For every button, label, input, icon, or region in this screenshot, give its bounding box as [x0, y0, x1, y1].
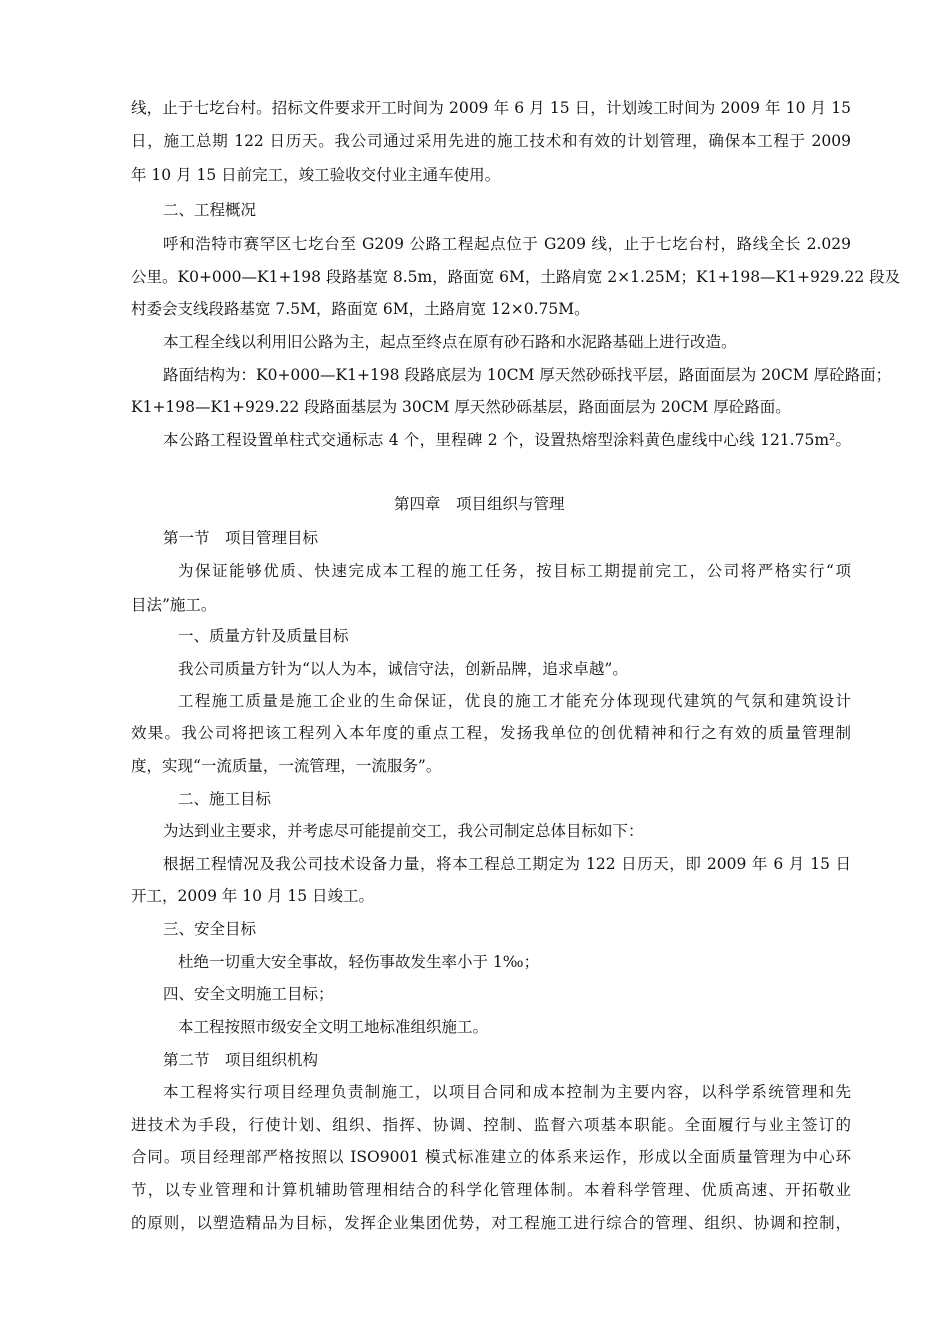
paragraph-line: 公里。K0+000—K1+198 段路基宽 8.5m，路面宽 6M，土路肩宽 2×1.25M；K1+198—K1+929.22 段及 [131, 268, 901, 286]
subsection-heading: 一、质量方针及质量目标 [178, 627, 349, 645]
paragraph-line: 杜绝一切重大安全事故，轻伤事故发生率小于 1‰； [178, 953, 540, 971]
section-heading: 二、工程概况 [163, 201, 257, 219]
paragraph-line: 工程施工质量是施工企业的生命保证，优良的施工才能充分体现现代建筑的气氛和建筑设计 [178, 692, 851, 710]
section-title: 第一节 项目管理目标 [163, 529, 319, 547]
paragraph-line: 为达到业主要求，并考虑尽可能提前交工，我公司制定总体目标如下： [163, 822, 644, 840]
paragraph-line: 节，以专业管理和计算机辅助管理相结合的科学化管理体制。本着科学管理、优质高速、开拓敬业 [131, 1181, 851, 1199]
paragraph-line: 本工程将实行项目经理负责制施工，以项目合同和成本控制为主要内容，以科学系统管理和先 [163, 1083, 851, 1101]
paragraph-line: 村委会支线段路基宽 7.5M，路面宽 6M，土路肩宽 12×0.75M。 [131, 300, 590, 318]
paragraph-line: 目法”施工。 [131, 596, 217, 614]
paragraph-line: 开工，2009 年 10 月 15 日竣工。 [131, 887, 375, 905]
subsection-heading: 四、安全文明施工目标； [163, 985, 334, 1003]
section-title: 第二节 项目组织机构 [163, 1051, 319, 1069]
chapter-title: 第四章 项目组织与管理 [394, 495, 565, 513]
paragraph-line: 根据工程情况及我公司技术设备力量，将本工程总工期定为 122 日历天，即 2009 年 6 月 15 日 [163, 855, 851, 873]
paragraph-line: 进技术为手段，行使计划、组织、指挥、协调、控制、监督六项基本职能。全面履行与业主签订的 [131, 1116, 851, 1134]
subsection-heading: 二、施工目标 [178, 790, 272, 808]
paragraph-line: 效果。我公司将把该工程列入本年度的重点工程，发扬我单位的创优精神和行之有效的质量管理制 [131, 724, 851, 742]
paragraph-line: 合同。项目经理部严格按照以 ISO9001 模式标准建立的体系来运作，形成以全面质量管理为中心环 [131, 1148, 851, 1166]
subsection-heading: 三、安全目标 [163, 920, 257, 938]
paragraph-line: 日，施工总期 122 日历天。我公司通过采用先进的施工技术和有效的计划管理，确保本工程于 2009 [131, 132, 851, 150]
paragraph-line: 本公路工程设置单柱式交通标志 4 个，里程碑 2 个，设置热熔型涂料黄色虚线中心线 121.75m²。 [163, 431, 851, 449]
paragraph-line: 路面结构为：K0+000—K1+198 段路底层为 10CM 厚天然砂砾找平层，路面面层为 20CM 厚砼路面； [163, 366, 892, 384]
paragraph-line: 呼和浩特市赛罕区七圪台至 G209 公路工程起点位于 G209 线，止于七圪台村，路线全长 2.029 [163, 235, 851, 253]
paragraph-line: 度，实现“一流质量，一流管理，一流服务”。 [131, 757, 442, 775]
paragraph-line: 本工程全线以利用旧公路为主，起点至终点在原有砂石路和水泥路基础上进行改造。 [163, 333, 737, 351]
paragraph-line: 我公司质量方针为“以人为本，诚信守法，创新品牌，追求卓越”。 [178, 660, 628, 678]
paragraph-line: 本工程按照市级安全文明工地标准组织施工。 [178, 1018, 489, 1036]
paragraph-line: 的原则，以塑造精品为目标，发挥企业集团优势，对工程施工进行综合的管理、组织、协调和控制， [131, 1214, 851, 1232]
paragraph-line: 线，止于七圪台村。招标文件要求开工时间为 2009 年 6 月 15 日，计划竣工时间为 2009 年 10 月 15 [131, 99, 851, 117]
paragraph-line: 年 10 月 15 日前完工，竣工验收交付业主通车使用。 [131, 166, 501, 184]
paragraph-line: K1+198—K1+929.22 段路面基层为 30CM 厚天然砂砾基层，路面面层为 20CM 厚砼路面。 [131, 398, 791, 416]
paragraph-line: 为保证能够优质、快速完成本工程的施工任务，按目标工期提前完工，公司将严格实行“项 [178, 562, 851, 580]
